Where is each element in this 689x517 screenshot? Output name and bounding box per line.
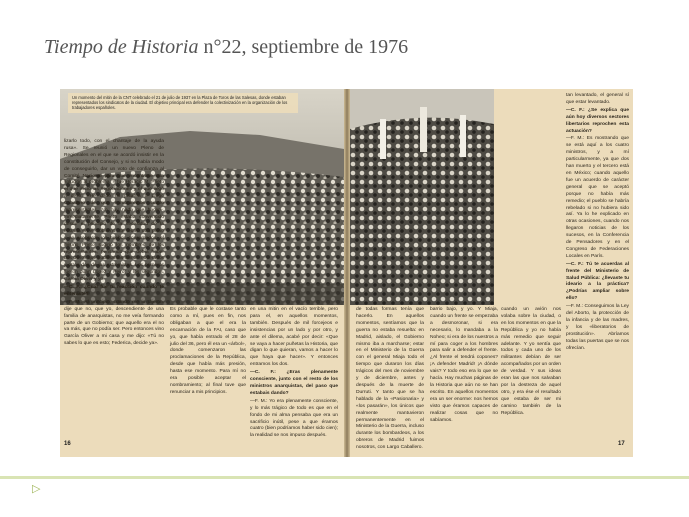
text-column-2 — [170, 307, 246, 439]
raised-fists-photo-graphic — [350, 89, 494, 305]
paragraph: en una mitin en el vacío terrible, pero para el, en aquellos momentos, también. Después de mil forcejeos e insistencias por un lado y por otro, y ante el dilema, acabé por decir: «Que se vaya a hacer puñetas la Historia, que digan lo que quieran, vamos a hacer lo que haya que hacer». Y entonces entramos los dos. — [250, 307, 338, 368]
page-number-left: 16 — [64, 441, 71, 447]
page-number-right: 17 — [618, 441, 625, 447]
text-column-7 — [566, 93, 629, 439]
bullet-arrow-icon: ▷ — [32, 482, 41, 495]
paragraph: Es probable que le costase tanto como a mí, pues en fin, nos obligaban a que el era la encarnación de la FAI, caso que yo, que había entrado el 28 de julio del 36, pero él era un «árbol», donde comenzaron las proclamaciones de la República, desde que había más presión, hasta ese momento. Para mí no era posible aceptar el nombramiento; al final tuve que renunciar a mis principios. — [170, 307, 246, 395]
issue-info: n°22, septiembre de 1976 — [198, 36, 409, 58]
paragraph: —F. M.: Al principio, cuando me lo dijeron, dije que no, que yo, descendiente de una familia de anarquistas, no me veía formando parte de un Gobierno; que aquello era el no va más, que no podía ser. Pero entonces vino García Oliver a mi casa y me dijo: «Tú no sabes lo que es esto; Federica, decide ya». — [64, 299, 164, 347]
slide-title — [44, 36, 408, 59]
footer-divider — [0, 476, 689, 479]
text-column-4 — [356, 307, 424, 451]
question: —C. F.: ¿Eras plenamente consciente, junto con el resto de los ministros anarquistas, del paso que estabais dando? — [250, 370, 338, 396]
paragraph: tan levantado, el general sí que estar levantado. — [566, 93, 629, 105]
photo-crowd-right — [350, 89, 494, 305]
magazine-spread — [60, 89, 633, 457]
magazine-name: Tiempo de Historia — [44, 36, 199, 58]
question: —C. F.: Tú te acuerdas al frente del Ministerio de Salud Pública: ¿llevaste tu ideario a la práctica? ¿Podrías ampliar sobre ello? — [566, 261, 629, 302]
question: —C. F.: ¿Cuál fue tu reacción cuando te enteraste? — [64, 285, 164, 297]
paragraph: —F. M.: Conseguimos la Ley del Aborto, la protección de la infancia y de las madres, y los «liberatorios de prostitución». Abríamos todas las puertas que se nos ofrecían. — [566, 304, 629, 351]
paragraph: cuando un avión nos volaba sobre la ciudad, o en los momentos en que la República y yo no había más remedio que seguir adelante. Y yo sentía que todos y cada uno de los militantes debían de ser acompañados por un orden de verdad. Y sus ideas eran las que nos salvaban por la destreza de aquel otro, y era ése el resultado que estaba de ser mi camino también de la República. — [501, 307, 561, 416]
paragraph: barrio bajo, y yo. Y Miaja, cuando un frente se empezaba a desmoronar, si era necesario, lo mandaba a la Noheo; si era de los nuestros a mí para coger a los hombres para salir a defender el frente. ¿Al frente el tendrá copones? ¡A defender Madrid! ¡A dónde vais? Y todo eso era lo que se hacía. Hay muchas páginas de la Historia que aún no se han escrito. En aquellos momentos era un ser enorme: nos hemos visto que éramos capaces de realizar cosas que no sabíamos. — [430, 307, 498, 423]
paragraph: —F. M.: Es mostrando que se está aquí a los cuatro ministros, y a mí particularmente, ya que dos han muerto y el tercero está en México; cuando aquello fue un acuerdo de carácter general que se aceptó porque no había más remedio; el pueblo se habría rebelado si no hubiera sido así. Ya lo he explicado en otras ocasiones, cuando nos llegaron noticias de los sucesos, en la Conferencia de Pensadores y en el Congreso de Federaciones Locales en París. — [566, 136, 629, 259]
text-column-5 — [430, 307, 498, 439]
question: —C. F.: ¿Se explica que aún hoy diversos sectores libertarios reprochen esta actuación? — [566, 107, 629, 134]
text-column-3 — [250, 307, 338, 439]
paragraph: lizarlo todo, con el chantaje de la ayuda rusa». Se reunió un nuevo Pleno de Regionales en el que se acordó insistir en la constitución del Consejo, y si no había modo de conseguirlo, dar un voto de confianza al Comité Nacional para que encontrase una solución al problema. Y fue Horacio M. Prieto el que inició las negociaciones y el que llegó a decir: «He dado mi palabra a Largo Caballero de que nombraremos cuatro representantes. No hay nada que hacer». Inmediatamente, Prieto estaba convencido desde el principio de la necesidad de la entrada en el Gobierno. Se reunió otro pleno y se aceptaron los hechos consumados: el mismo Prieto sugirió los nombres de los representantes, pensando que debía haber dos de los que pudiéramos llamar moderados y otros dos de los extremistas. Los primeros fueron Juan López y Peiró; y los segundos, García Oliver y yo. — [64, 139, 164, 283]
text-column-1 — [64, 139, 164, 439]
paragraph: de todas formas tenía que hacerlo. En aquellos momentos, sentíamos que la guerra no estaba resuelta: en Madrid, aislado, el Gobierno mismo iba a marcharse; estar en el Ministerio de la Guerra con el general Miaja todo el tiempo que duraron los días trágicos del mes de noviembre y de diciembre, antes y después de la muerte de Durruti. Y tanto que se ha hablado de la «Pasionaria» y «los pasarán», los únicos que realmente mantuvieron permanentemente en el Ministerio de la Guerra, incluso durante los bombardeos, a los obreros de Madrid fuimos nosotros, con Largo Caballero. — [356, 307, 424, 451]
paragraph: —F. M.: Yo era plenamente consciente, y lo más trágico de todo es que en el fondo de mi alma pensaba que era un sacrificio inútil, pese a que éramos cuatro (bien podríamos haber sido cien); la realidad se nos impuso después. — [250, 398, 338, 439]
page-gutter — [344, 89, 350, 457]
photo-caption: Un momento del mitin de la CNT celebrado el 21 de julio de 1937 en la Plaza de Toros de las Salesas, donde estaban representados los sindicatos de la ciudad. El objetivo principal era defender la colectivización en la organización de los trabajadores españoles. — [68, 93, 298, 113]
text-column-6 — [501, 307, 561, 439]
